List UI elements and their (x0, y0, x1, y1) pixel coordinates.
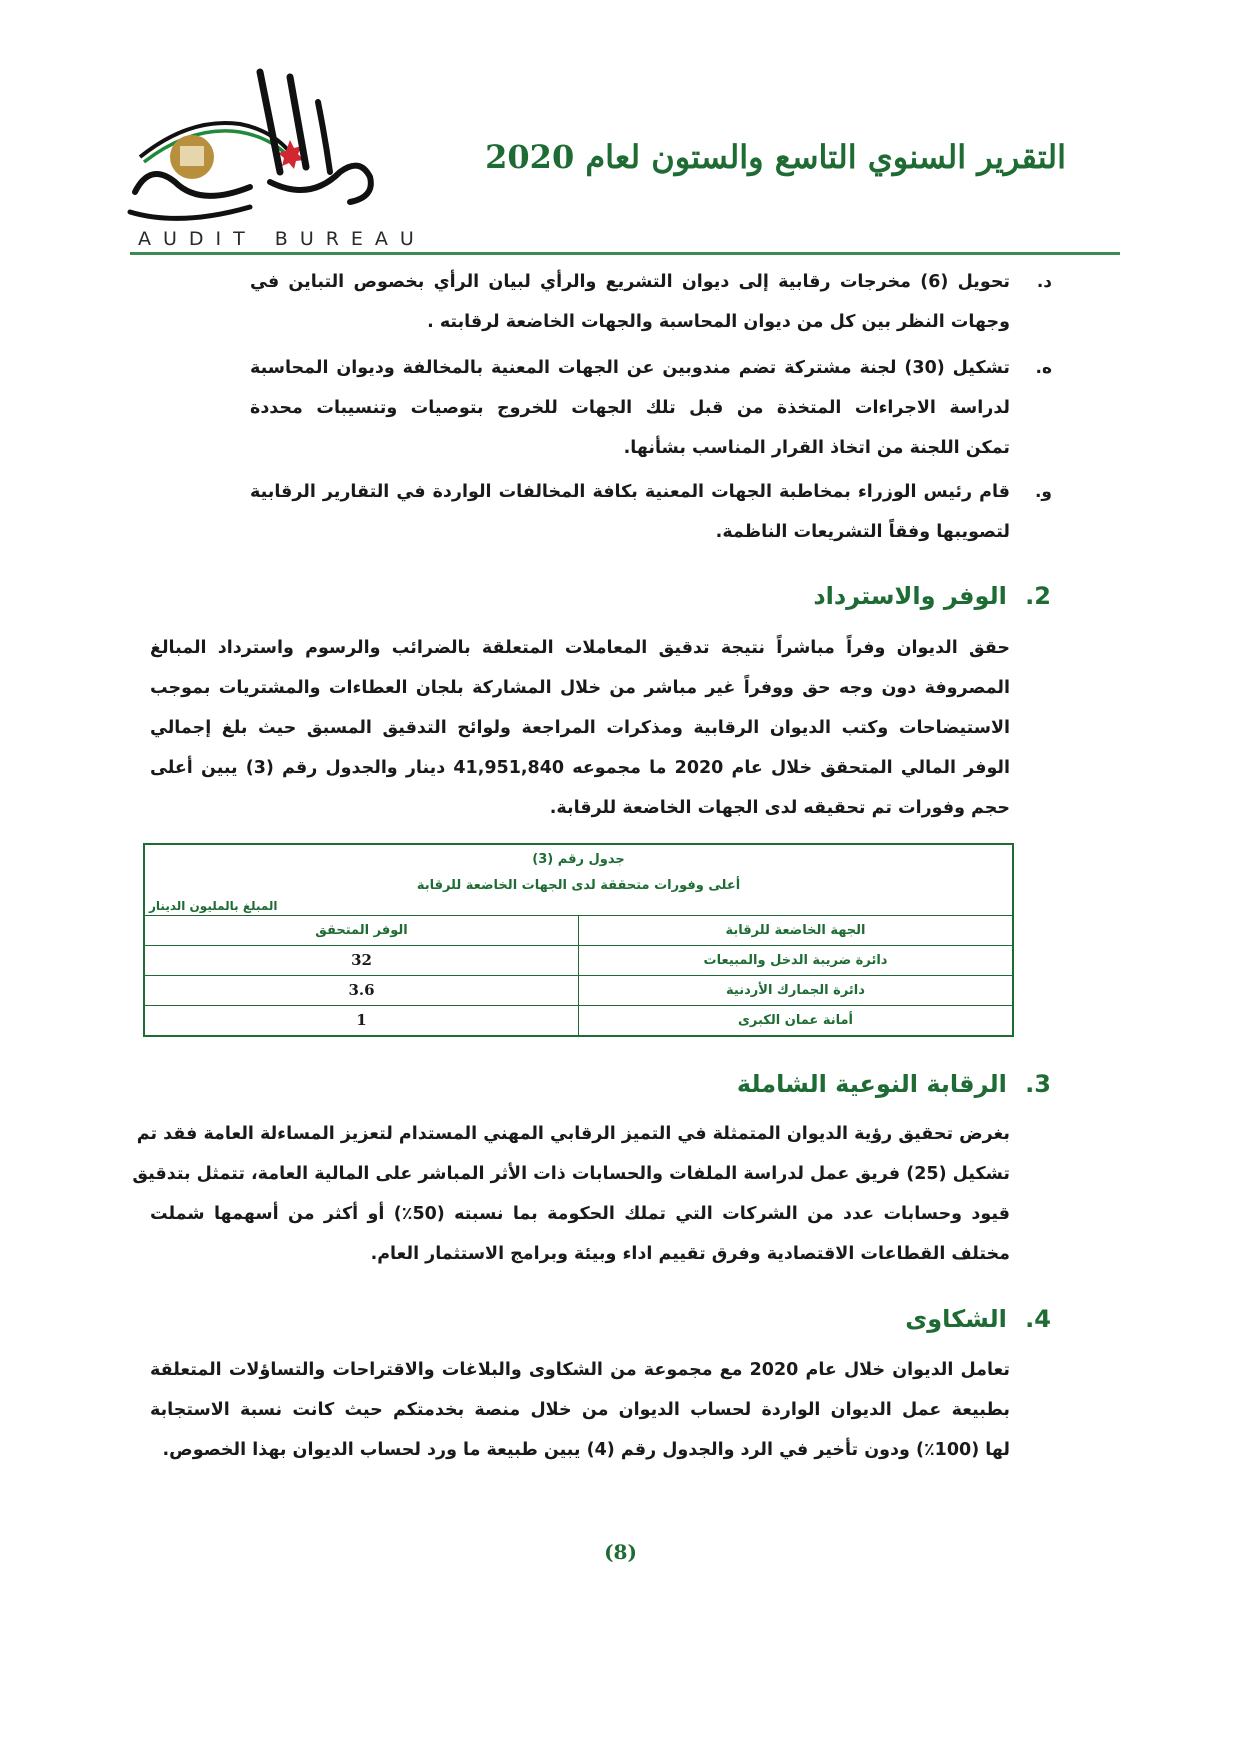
header-divider (130, 252, 1120, 255)
list-item (250, 472, 1052, 552)
paragraph-line: قيود وحسابات عدد من الشركات التي تملك الحكومة بما نسبته (50٪) أو أكثر من أسهمها شملت (150, 1204, 1010, 1224)
section-title: الشكاوى (905, 1305, 1007, 1333)
paragraph-line: لتصويبها وفقاً التشريعات الناظمة. (715, 522, 1010, 542)
paragraph-line: تعامل الديوان خلال عام 2020 مع مجموعة من الشكاوى والبلاغات والاقتراحات والتساؤلات المتعلقة (150, 1360, 1011, 1380)
paragraph-line: حجم وفورات تم تحقيقه لدى الجهات الخاضعة للرقابة. (549, 798, 1010, 818)
logo-caption: AUDIT BUREAU (138, 228, 426, 250)
section-heading-savings (813, 582, 1051, 610)
list-item (250, 348, 1052, 468)
header-value: الوفر المتحقق (315, 923, 408, 938)
paragraph-line: وجهات النظر بين كل من ديوان المحاسبة والجهات الخاضعة لرقابته . (427, 312, 1010, 332)
list-marker: د. (1036, 272, 1052, 292)
table-unit: المبلغ بالمليون الدينار (149, 899, 278, 913)
paragraph-line: مختلف القطاعات الاقتصادية وفرق تقييم اداء وبيئة وبرامج الاستثمار العام. (370, 1244, 1010, 1264)
paragraph-line: تشكيل (30) لجنة مشتركة تضم مندوبين عن الجهات المعنية بالمخالفة وديوان المحاسبة (250, 358, 1010, 378)
cell-value: 1 (356, 1011, 367, 1029)
section-title: الرقابة النوعية الشاملة (736, 1070, 1007, 1098)
audit-bureau-logo (120, 62, 420, 250)
paragraph-line: الوفر المالي المتحقق خلال عام 2020 ما مجموعه 41,951,840 دينار والجدول رقم (3) يبين أعلى (150, 758, 1011, 778)
table-caption-number: جدول رقم (3) (532, 852, 625, 867)
table-header-row (145, 915, 1012, 945)
page-number: (8) (604, 1540, 637, 1564)
list-marker: و. (1034, 482, 1052, 502)
report-title: التقرير السنوي التاسع والستون لعام 2020 (485, 138, 1066, 176)
section-heading-complaints (905, 1305, 1051, 1333)
cell-entity: أمانة عمان الكبرى (578, 1006, 1012, 1035)
header-entity: الجهة الخاضعة للرقابة (578, 916, 1012, 945)
page-header (0, 0, 1241, 260)
section-heading-quality-audit (737, 1070, 1051, 1098)
section-title: الوفر والاسترداد (813, 582, 1007, 610)
table-row (145, 975, 1012, 1005)
paragraph-line: لها (100٪) ودون تأخير في الرد والجدول رقم (4) يبين طبيعة ما ورد لحساب الديوان بهذا الخصوص. (162, 1440, 1010, 1460)
paragraph-line: حقق الديوان وفراً مباشراً نتيجة تدقيق المعاملات المتعلقة بالضرائب والرسوم واسترداد المبالغ (150, 638, 1010, 658)
table-row (145, 1005, 1012, 1035)
section-number: 2. (1025, 582, 1051, 610)
section-body-quality-audit (132, 1114, 1010, 1274)
table-row (145, 945, 1012, 975)
section-body-savings (150, 628, 1010, 828)
paragraph-line: المصروفة دون وجه حق ووفراً غير مباشر من خلال المشاركة بلجان العطاءات والمشتريات بموجب (150, 678, 1010, 698)
paragraph-line: بغرض تحقيق رؤية الديوان المتمثلة في التميز الرقابي المهني المستدام لتعزيز المساءلة العامة فقد تم (136, 1124, 1010, 1144)
paragraph-line: تمكن اللجنة من اتخاذ القرار المناسب بشأنها. (623, 438, 1010, 458)
section-number: 4. (1025, 1305, 1051, 1333)
paragraph-line: الاستيضاحات وكتب الديوان الرقابية ومذكرات المراجعة ولوائح التدقيق المسبق حيث بلغ إجمالي (150, 718, 1010, 738)
paragraph-line: قام رئيس الوزراء بمخاطبة الجهات المعنية بكافة المخالفات الواردة في التقارير الرقابية (250, 482, 1010, 502)
table-caption-title: أعلى وفورات متحققة لدى الجهات الخاضعة للرقابة (416, 878, 741, 893)
cell-value: 32 (351, 951, 372, 969)
cell-value: 3.6 (348, 981, 375, 999)
paragraph-line: بطبيعة عمل الديوان الواردة لحساب الديوان من خلال منصة بخدمتكم حيث كانت نسبة الاستجابة (150, 1400, 1010, 1420)
cell-entity: دائرة ضريبة الدخل والمبيعات (578, 946, 1012, 975)
savings-table (143, 843, 1014, 1037)
section-number: 3. (1025, 1070, 1051, 1098)
paragraph-line: لدراسة الاجراءات المتخذة من قبل تلك الجهات للخروج بتوصيات وتنسيبات محددة (250, 398, 1010, 418)
section-body-complaints (150, 1350, 1010, 1470)
list-item (250, 262, 1052, 342)
logo-calligraphy-icon (120, 62, 420, 232)
list-marker: ه. (1035, 358, 1052, 378)
paragraph-line: تحويل (6) مخرجات رقابية إلى ديوان التشريع والرأي لبيان الرأي بخصوص التباين في (250, 272, 1011, 292)
paragraph-line: تشكيل (25) فريق عمل لدراسة الملفات والحسابات ذات الأثر المباشر على المالية العامة، تتمثل بتدقيق (132, 1164, 1010, 1184)
cell-entity: دائرة الجمارك الأردنية (578, 976, 1012, 1005)
